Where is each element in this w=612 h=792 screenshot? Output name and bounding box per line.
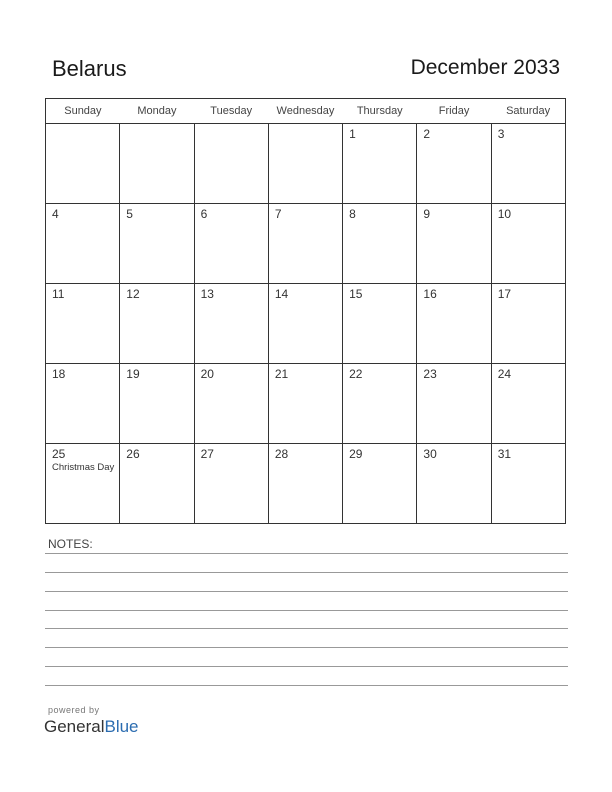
day-cell — [194, 204, 268, 284]
weekday-tuesday: Tuesday — [194, 99, 268, 124]
day-number: 22 — [349, 367, 363, 381]
day-number: 15 — [349, 287, 363, 301]
generalblue-logo — [44, 717, 139, 737]
day-number: 4 — [52, 207, 59, 221]
country-title: Belarus — [52, 56, 127, 81]
day-cell — [343, 204, 417, 284]
day-number: 10 — [497, 207, 512, 221]
day-cell — [491, 444, 565, 524]
day-cell — [417, 444, 491, 524]
day-number: 26 — [126, 447, 140, 461]
day-cell — [194, 364, 268, 444]
day-cell — [120, 364, 194, 444]
day-cell — [268, 284, 342, 364]
weekday-wednesday: Wednesday — [268, 99, 342, 124]
day-number: 25 — [52, 447, 66, 461]
day-cell — [46, 204, 120, 284]
day-number: 3 — [497, 127, 505, 141]
weekday-friday: Friday — [417, 99, 491, 124]
weekday-sunday: Sunday — [46, 99, 120, 124]
day-cell — [120, 284, 194, 364]
day-cell — [417, 364, 491, 444]
day-number: 31 — [497, 447, 512, 461]
day-number: 30 — [423, 447, 437, 461]
week-row — [46, 444, 566, 524]
calendar-body — [46, 124, 566, 524]
day-cell — [194, 284, 268, 364]
day-cell — [120, 204, 194, 284]
month-year-title: December 2033 — [410, 56, 560, 79]
day-cell — [491, 364, 565, 444]
day-number: 21 — [274, 367, 289, 381]
weekday-thursday: Thursday — [343, 99, 417, 124]
day-cell — [46, 284, 120, 364]
week-row — [46, 204, 566, 284]
week-row — [46, 124, 566, 204]
day-number: 11 — [52, 287, 65, 301]
day-cell — [46, 444, 120, 524]
day-number: 13 — [200, 287, 214, 301]
note-line — [45, 572, 568, 573]
note-line — [45, 553, 568, 554]
day-number: 7 — [274, 207, 282, 221]
note-line — [45, 628, 568, 629]
week-row — [46, 284, 566, 364]
holiday-label: Christmas Day — [52, 462, 115, 473]
day-number: 9 — [423, 207, 431, 221]
day-number: 14 — [274, 287, 289, 301]
day-number: 27 — [200, 447, 214, 461]
day-number: 29 — [349, 447, 363, 461]
day-number: 23 — [423, 367, 437, 381]
day-number: 19 — [126, 367, 140, 381]
day-number: 1 — [349, 127, 356, 141]
day-number: 8 — [349, 207, 356, 221]
note-line — [45, 666, 568, 667]
day-number: 28 — [274, 447, 289, 461]
note-line — [45, 591, 568, 592]
day-cell — [491, 204, 565, 284]
day-cell — [417, 124, 491, 204]
day-cell — [194, 444, 268, 524]
calendar-grid — [45, 98, 566, 524]
day-cell — [120, 124, 194, 204]
day-cell — [194, 124, 268, 204]
weekday-header-row — [46, 99, 566, 124]
day-cell — [491, 284, 565, 364]
day-cell — [417, 204, 491, 284]
day-cell — [417, 284, 491, 364]
day-cell — [343, 124, 417, 204]
note-line — [45, 647, 568, 648]
day-cell — [491, 124, 565, 204]
day-cell — [268, 124, 342, 204]
day-number: 16 — [423, 287, 437, 301]
day-cell — [268, 364, 342, 444]
day-number: 2 — [423, 127, 431, 141]
note-line — [45, 610, 568, 611]
note-line — [45, 685, 568, 686]
day-cell — [343, 444, 417, 524]
day-cell — [268, 204, 342, 284]
powered-by-text: powered by — [48, 705, 100, 715]
week-row — [46, 364, 566, 444]
brand-general: General — [44, 717, 105, 736]
day-cell — [120, 444, 194, 524]
day-cell — [268, 444, 342, 524]
day-cell — [343, 284, 417, 364]
notes-label: NOTES: — [48, 537, 93, 551]
day-number: 24 — [497, 367, 512, 381]
day-number: 17 — [497, 287, 512, 301]
day-number: 12 — [126, 287, 140, 301]
day-cell — [343, 364, 417, 444]
day-number: 5 — [126, 207, 133, 221]
brand-blue: Blue — [104, 717, 139, 736]
day-number: 18 — [52, 367, 66, 381]
day-cell — [46, 124, 120, 204]
day-cell — [46, 364, 120, 444]
weekday-monday: Monday — [120, 99, 194, 124]
day-number: 20 — [200, 367, 214, 381]
weekday-saturday: Saturday — [491, 99, 565, 124]
day-number: 6 — [200, 207, 208, 221]
